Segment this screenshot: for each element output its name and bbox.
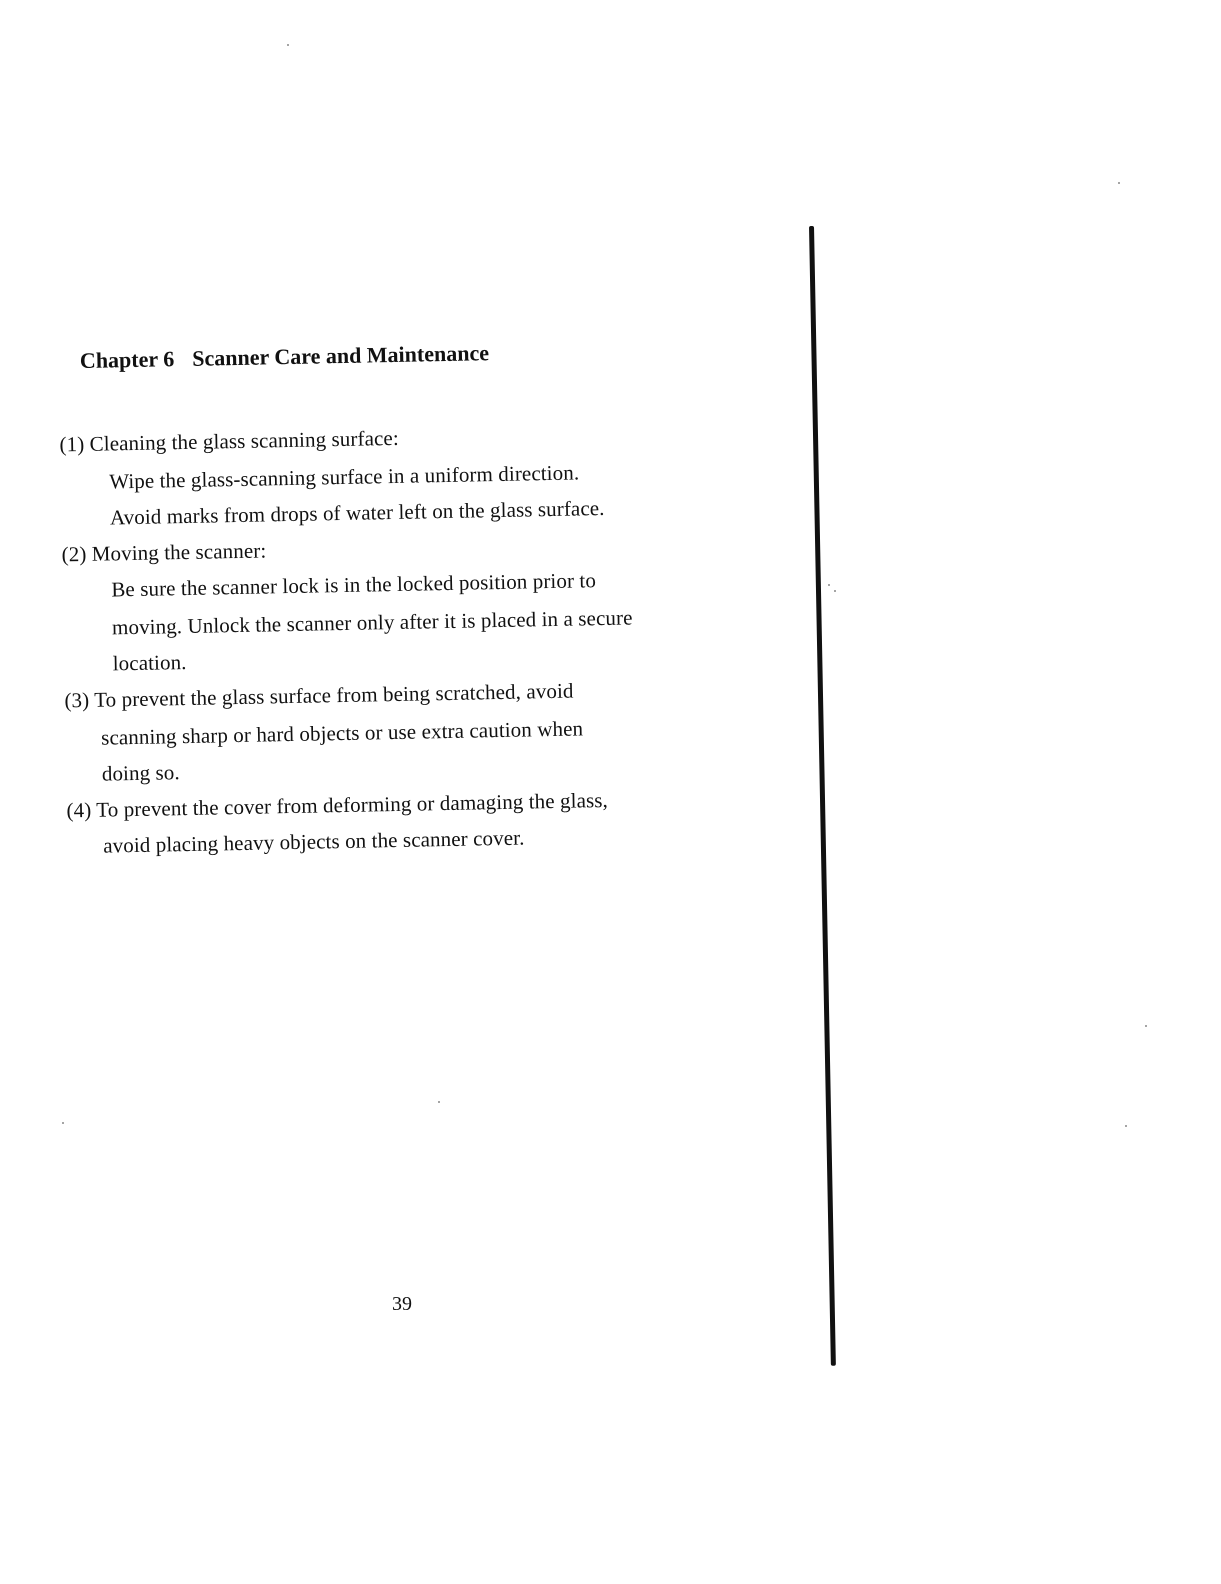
- item-3-heading: (3) To prevent the glass surface from being scratched, avoid: [64, 678, 574, 713]
- scan-speck: [438, 1101, 440, 1103]
- scan-speck: [1145, 1025, 1147, 1027]
- item-1-heading: (1) Cleaning the glass scanning surface:: [59, 425, 400, 457]
- page-number: 39: [392, 1293, 412, 1315]
- scan-speck: [287, 44, 289, 46]
- scan-speck: [1118, 182, 1120, 184]
- scan-speck: [1125, 1125, 1127, 1127]
- item-2-line-1: Be sure the scanner lock is in the locked position prior to: [111, 568, 597, 602]
- item-4-line-1: avoid placing heavy objects on the scanner cover.: [103, 825, 525, 858]
- page-content: [0, 0, 770, 901]
- chapter-number: Chapter 6: [79, 346, 175, 373]
- item-3-line-2: doing so.: [101, 760, 180, 786]
- item-1-line-1: Wipe the glass-scanning surface in a uniform direction.: [109, 460, 580, 494]
- item-2-line-2: moving. Unlock the scanner only after it is placed in a secure: [111, 605, 633, 640]
- item-2-heading: (2) Moving the scanner:: [61, 538, 267, 567]
- scan-speck: [62, 1122, 64, 1124]
- binding-edge-line: [809, 226, 836, 1366]
- chapter-name: Scanner Care and Maintenance: [191, 340, 490, 371]
- item-1-line-2: Avoid marks from drops of water left on the glass surface.: [109, 495, 605, 530]
- chapter-title: [80, 340, 490, 374]
- scan-speck: [834, 590, 836, 592]
- scan-speck: [828, 584, 830, 586]
- item-4-heading: (4) To prevent the cover from deforming or damaging the glass,: [66, 787, 609, 823]
- item-2-line-3: location.: [112, 650, 187, 676]
- item-3-line-1: scanning sharp or hard objects or use extra caution when: [100, 716, 584, 750]
